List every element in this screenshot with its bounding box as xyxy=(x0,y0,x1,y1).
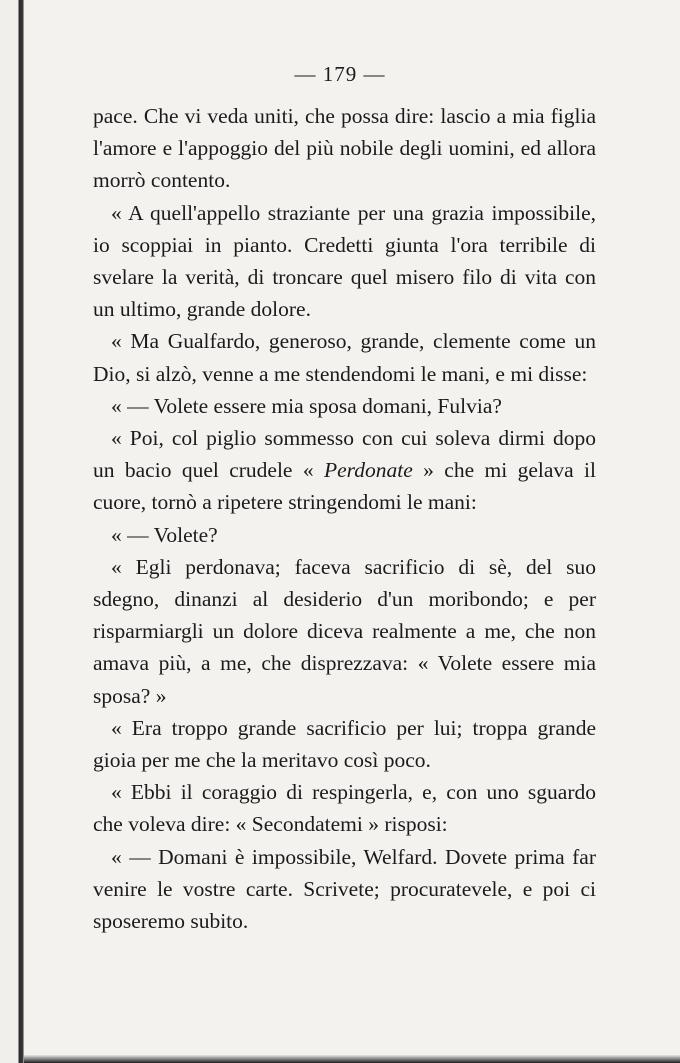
paragraph-7: « Egli perdonava; faceva sacrificio di sè, del suo sdegno, dinanzi al desiderio d'un moribondo; e per risparmiargli un dolore diceva realmente a me, che non amava più, a me, che disprezzava: « Volete essere mia sposa? » xyxy=(93,554,596,708)
paragraph-2: « A quell'appello straziante per una grazia impossibile, io scoppiai in pianto. Credetti giunta l'ora terribile di svelare la verità, di troncare quel misero filo di vita con un ultimo, grande dolore. xyxy=(93,200,596,322)
paragraph-5-end: » che mi gelava il cuore, tornò a ripetere stringendomi le mani: xyxy=(93,458,596,515)
paragraph-10: « — Domani è impossibile, Welfard. Dovete prima far venire le vostre carte. Scrivete; procuratevele, e poi ci sposeremo subito. xyxy=(93,844,596,934)
page-number: — 179 — xyxy=(294,62,386,86)
paragraph-8: « Era troppo grande sacrificio per lui; troppa grande gioia per me che la meritavo così poco. xyxy=(93,715,596,773)
paragraph-5-start: « Poi, col piglio sommesso con cui soleva dirmi dopo un bacio quel crudele « xyxy=(93,426,596,483)
page-bottom-edge xyxy=(24,1055,680,1063)
paragraph-5-italic-word: Perdonate xyxy=(324,458,413,483)
paragraph-4: « — Volete essere mia sposa domani, Fulvia? xyxy=(111,393,502,418)
paragraph-3: « Ma Gualfardo, generoso, grande, clemente come un Dio, si alzò, venne a me stendendomi le mani, e mi disse: xyxy=(93,329,596,386)
paragraph-5 xyxy=(93,422,596,519)
body-text xyxy=(93,100,596,937)
paragraph-1: pace. Che vi veda uniti, che possa dire: lascio a mia figlia l'amore e l'appoggio del più nobile degli uomini, ed allora morrò contento. xyxy=(93,104,596,193)
page-left-binding-edge xyxy=(0,0,24,1063)
paragraph-9: « Ebbi il coraggio di respingerla, e, con uno sguardo che voleva dire: « Secondatemi » risposi: xyxy=(93,780,596,837)
paragraph-6: « — Volete? xyxy=(111,522,218,547)
